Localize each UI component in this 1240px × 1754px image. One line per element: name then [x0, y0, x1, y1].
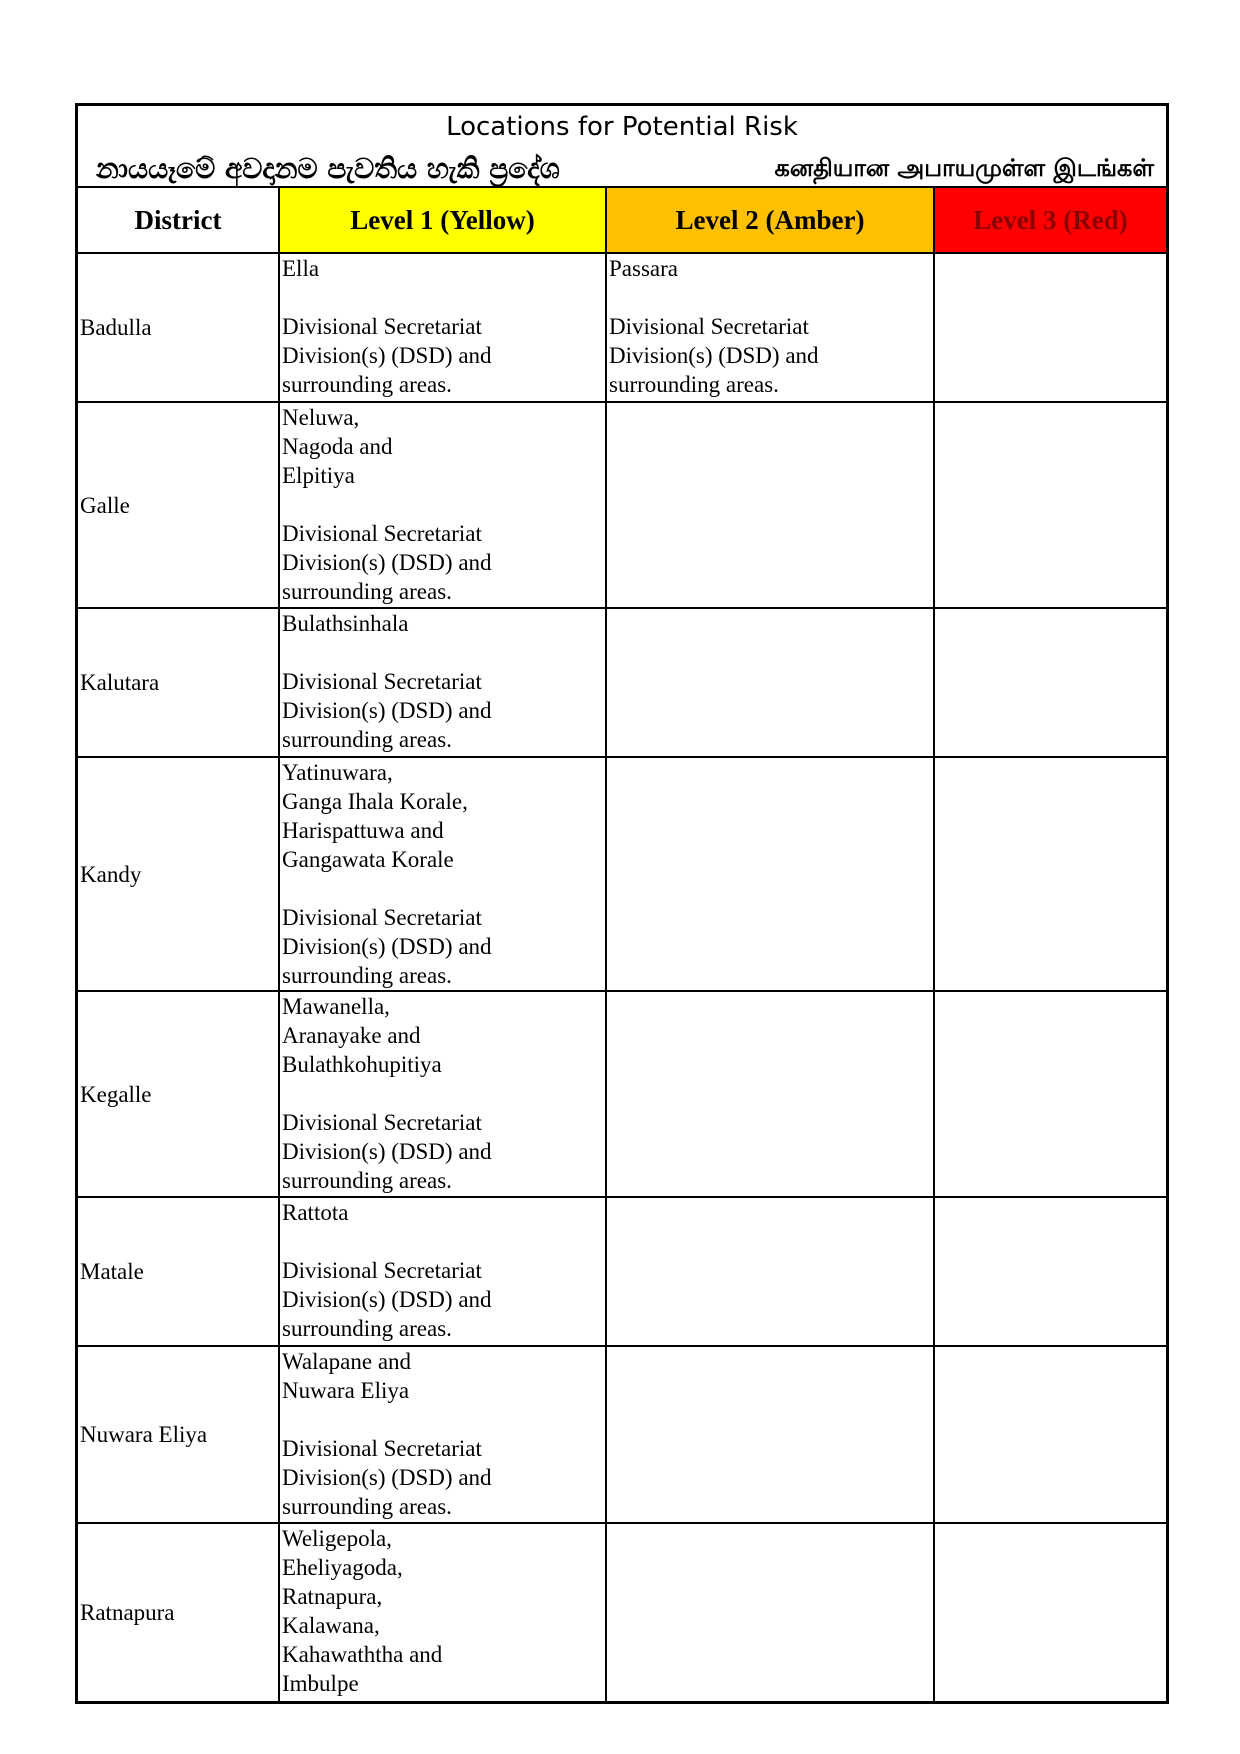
table-row [78, 253, 1166, 402]
level3-cell [934, 757, 1166, 991]
level1-cell: Neluwa, Nagoda and Elpitiya Divisional Secretariat Division(s) (DSD) and surrounding areas. [279, 402, 606, 608]
header-row [78, 188, 1166, 253]
column-header-level3: Level 3 (Red) [934, 188, 1166, 253]
level3-cell [934, 608, 1166, 757]
district-cell: Kalutara [78, 608, 279, 757]
level2-cell [606, 757, 934, 991]
table-row [78, 1523, 1166, 1701]
column-header-level2: Level 2 (Amber) [606, 188, 934, 253]
level1-cell: Walapane and Nuwara Eliya Divisional Secretariat Division(s) (DSD) and surrounding areas. [279, 1346, 606, 1523]
table-row [78, 608, 1166, 757]
level1-cell: Ella Divisional Secretariat Division(s) (DSD) and surrounding areas. [279, 253, 606, 402]
level3-cell [934, 1197, 1166, 1346]
title-tamil: கனதியான அபாயமுள்ள இடங்கள் [774, 154, 1154, 182]
table-row [78, 757, 1166, 991]
district-cell: Matale [78, 1197, 279, 1346]
table-row [78, 1197, 1166, 1346]
level2-cell [606, 1346, 934, 1523]
level1-cell: Rattota Divisional Secretariat Division(s) (DSD) and surrounding areas. [279, 1197, 606, 1346]
table-row [78, 991, 1166, 1197]
title-english: Locations for Potential Risk [446, 112, 798, 142]
table-row [78, 402, 1166, 608]
district-cell: Ratnapura [78, 1523, 279, 1701]
level3-cell [934, 402, 1166, 608]
level3-cell [934, 1346, 1166, 1523]
table-row [78, 1346, 1166, 1523]
risk-table [78, 188, 1166, 1701]
district-cell: Kandy [78, 757, 279, 991]
level2-cell: Passara Divisional Secretariat Division(s) (DSD) and surrounding areas. [606, 253, 934, 402]
level1-cell: Yatinuwara, Ganga Ihala Korale, Harispattuwa and Gangawata Korale Divisional Secretariat Division(s) (DSD) and surrounding areas. [279, 757, 606, 991]
title-sinhala: නායයෑමේ අවදානම පැවතිය හැකි ප්‍රදේශ [96, 152, 560, 185]
level1-cell: Mawanella, Aranayake and Bulathkohupitiya Divisional Secretariat Division(s) (DSD) and surrounding areas. [279, 991, 606, 1197]
column-header-district: District [78, 188, 279, 253]
district-cell: Nuwara Eliya [78, 1346, 279, 1523]
level2-cell [606, 991, 934, 1197]
district-cell: Kegalle [78, 991, 279, 1197]
level3-cell [934, 253, 1166, 402]
risk-table-sheet [75, 103, 1169, 1704]
district-cell: Galle [78, 402, 279, 608]
level2-cell [606, 1523, 934, 1701]
level2-cell [606, 608, 934, 757]
level1-cell: Bulathsinhala Divisional Secretariat Division(s) (DSD) and surrounding areas. [279, 608, 606, 757]
title-block [78, 106, 1166, 188]
level3-cell [934, 1523, 1166, 1701]
district-cell: Badulla [78, 253, 279, 402]
level1-cell: Weligepola, Eheliyagoda, Ratnapura, Kalawana, Kahawaththa and Imbulpe [279, 1523, 606, 1701]
level2-cell [606, 402, 934, 608]
level3-cell [934, 991, 1166, 1197]
level2-cell [606, 1197, 934, 1346]
column-header-level1: Level 1 (Yellow) [279, 188, 606, 253]
